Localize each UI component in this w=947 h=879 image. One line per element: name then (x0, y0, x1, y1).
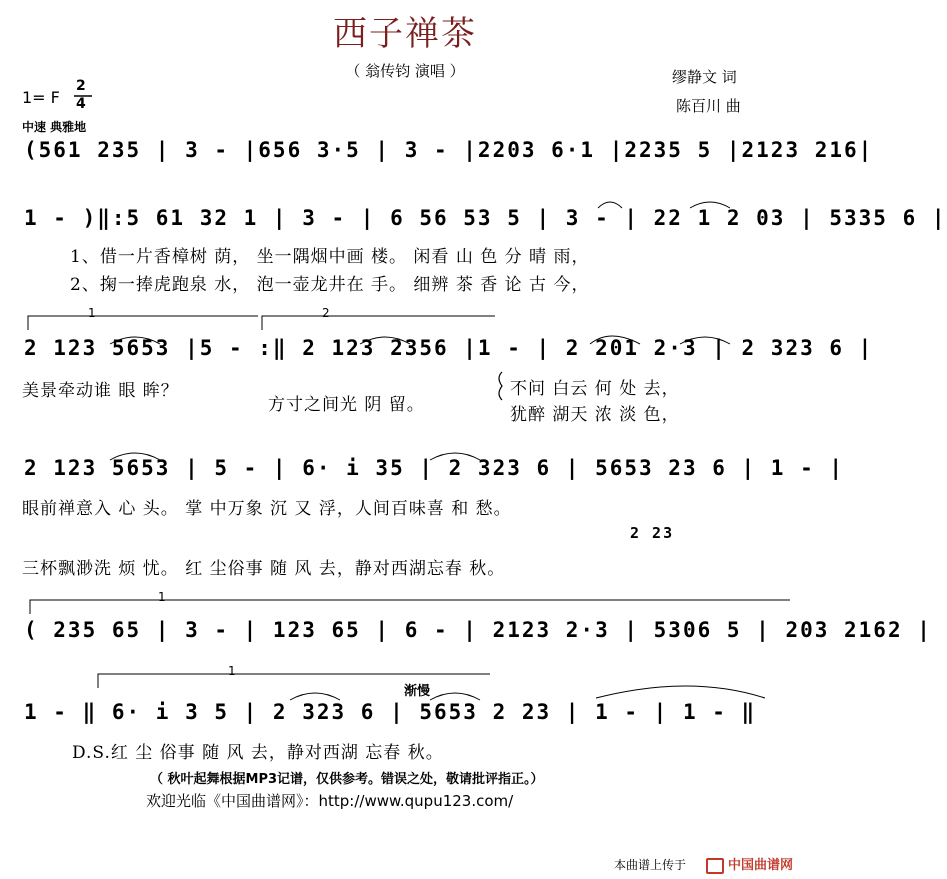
grace-notes: 2 23 (630, 524, 675, 542)
lyric-verse-2: 2、掬一捧虎跑泉 水， 泡一壶龙井在 手。 细辨 茶 香 论 古 今， (70, 275, 590, 295)
lyric-row-3c2: 犹醉 湖天 浓 淡 色， (510, 405, 680, 425)
volta-1-label: 1 (88, 306, 96, 320)
volta-label-row6: 1 (228, 664, 236, 678)
lyric-row-3a: 美景牵动谁 眼 眸？ (22, 381, 179, 401)
score-row-6: 1 - ‖ 6· i 3 5 | 2 323 6 | 5653 2 23 | 1 - | 1 - ‖ (24, 700, 757, 724)
transcription-note: （ 秋叶起舞根据MP3记谱，仅供参考。错误之处，敬请批评指正。） (150, 772, 544, 787)
lyric-row-4b: 三杯飘渺洗 烦 忧。 红 尘俗事 随 风 去，静对西湖忘春 秋。 (22, 559, 506, 579)
lyric-row-6: D.S.红 尘 俗事 随 风 去，静对西湖 忘春 秋。 (72, 743, 444, 763)
welcome-text: 欢迎光临《中国曲谱网》：http://www.qupu123.com/ (146, 792, 514, 810)
brand-logo (706, 854, 793, 874)
lyric-row-4a: 眼前禅意入 心 头。 掌 中万象 沉 又 浮，人间百味喜 和 愁。 (22, 499, 512, 519)
ritardando-mark: 渐慢 (404, 684, 431, 699)
brand-icon (706, 858, 724, 874)
score-row-2: 1 - )‖:5 61 32 1 | 3 - | 6 56 53 5 | 3 - | 22 1 2 03 | 5335 6 | (24, 206, 947, 230)
tempo-marking: 中速 典雅地 (22, 120, 87, 134)
score-row-5: ( 235 65 | 3 - | 123 65 | 6 - | 2123 2·3 | 5306 5 | 203 2162 | (24, 618, 932, 642)
lyric-row-3b: 方寸之间光 阴 留。 (268, 395, 425, 415)
song-title: 西子禅茶 (333, 14, 477, 54)
score-row-4: 2 123 5653 | 5 - | 6· i 35 | 2 323 6 | 5653 23 6 | 1 - | (24, 456, 845, 480)
upload-label: 本曲谱上传于 (614, 858, 687, 872)
volta-label-row5: 1 (158, 590, 166, 604)
score-row-1: (561 235 | 3 - |656 3·5 | 3 - |2203 6·1 |2235 5 |2123 216| (24, 138, 874, 162)
volta-2-label: 2 (322, 306, 330, 320)
composer-credit: 陈百川 曲 (676, 97, 741, 115)
lyric-verse-1: 1、借一片香樟树 荫， 坐一隅烟中画 楼。 闲看 山 色 分 晴 雨， (70, 247, 590, 267)
brand-name: 中国曲谱网 (728, 858, 794, 873)
time-sig-bottom: 4 (76, 96, 86, 112)
singer-credit: （ 翁传钧 演唱 ） (345, 62, 465, 80)
score-row-3: 2 123 5653 |5 - :‖ 2 123 2356 |1 - | 2 201 2·3 | 2 323 6 | (24, 336, 874, 360)
lyric-row-3c1: 不问 白云 何 处 去， (510, 379, 680, 399)
key-signature: 1= F (22, 88, 60, 107)
time-sig-top: 2 (76, 78, 86, 94)
lyricist-credit: 缪静文 词 (672, 68, 737, 86)
